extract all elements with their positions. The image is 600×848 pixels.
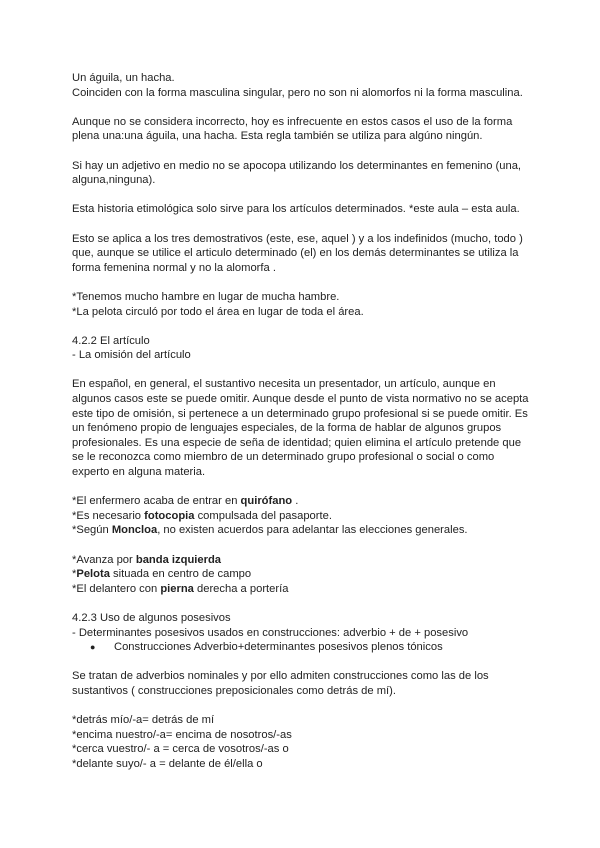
subsection-heading: - La omisión del artículo [72, 349, 191, 362]
example-line: *Tenemos mucho hambre en lugar de mucha hambre. [72, 290, 340, 303]
paragraph: Coinciden con la forma masculina singular, pero no son ni alomorfos ni la forma masculina. [72, 86, 523, 99]
document-body [72, 71, 534, 772]
section-heading: 4.2.2 El artículo [72, 334, 150, 347]
example-line: *Pelota situada en centro de campo [72, 568, 252, 581]
example-line: *Según Moncloa, no existen acuerdos para adelantar las elecciones generales. [72, 524, 468, 537]
example-line: *cerca vuestro/- a = cerca de vosotros/-as o [72, 743, 289, 756]
example-line: *Avanza por banda izquierda [72, 553, 222, 566]
example-line: *El enfermero acaba de entrar en quirófano . [72, 495, 299, 508]
section-heading: 4.2.3 Uso de algunos posesivos [72, 611, 231, 624]
example-line: *La pelota circuló por todo el área en lugar de toda el área. [72, 305, 364, 318]
list-item: ● Construcciones Adverbio+determinantes posesivos plenos tónicos [90, 641, 443, 654]
example-line: *encima nuestro/-a= encima de nosotros/-as [72, 728, 292, 741]
example-line: *El delantero con pierna derecha a portería [72, 582, 289, 595]
paragraph: Esta historia etimológica solo sirve para los artículos determinados. *este aula – esta aula. [72, 203, 520, 216]
subsection-heading: - Determinantes posesivos usados en construcciones: adverbio + de + posesivo [72, 626, 469, 639]
example-line: *Es necesario fotocopia compulsada del pasaporte. [72, 509, 332, 522]
paragraph: En español, en general, el sustantivo necesita un presentador, un artículo, aunque en algunos casos este se puede omitir. Aunque desde el punto de vista normativo no se acepta este tipo de omisión, si pertenece a un determinado grupo profesional si se puede omitir. Es un fenómeno propio de lenguajes especiales, de la forma de hablar de algunos grupos profesionales. Es una especie de seña de identidad; quien elimina el artículo pretende que se le reconozca como miembro de un determinado grupo profesional o social o como experto en alguna materia. [72, 378, 529, 479]
paragraph: Un águila, un hacha. [72, 72, 175, 84]
paragraph: Se tratan de adverbios nominales y por ello admiten construcciones como las de los sustantivos ( construcciones preposicionales como detrás de mí). [72, 670, 489, 697]
example-line: *delante suyo/- a = delante de él/ella o [72, 757, 263, 770]
example-line: *detrás mío/-a= detrás de mí [72, 714, 215, 727]
paragraph: Esto se aplica a los tres demostrativos (este, ese, aquel ) y a los indefinidos (mucho, todo ) que, aunque se utilice el articulo determinado (el) en los demás determinantes se utiliza la forma femenina normal y no la alomorfa . [72, 232, 523, 274]
paragraph: Si hay un adjetivo en medio no se apocopa utilizando los determinantes en femenino (una, alguna,ninguna). [72, 159, 522, 187]
paragraph: Aunque no se considera incorrecto, hoy es infrecuente en estos casos el uso de la forma plena una:una águila, una hacha. Esta regla también se utiliza para algúno ningún. [72, 115, 513, 143]
bullet-icon: ● [90, 642, 96, 653]
